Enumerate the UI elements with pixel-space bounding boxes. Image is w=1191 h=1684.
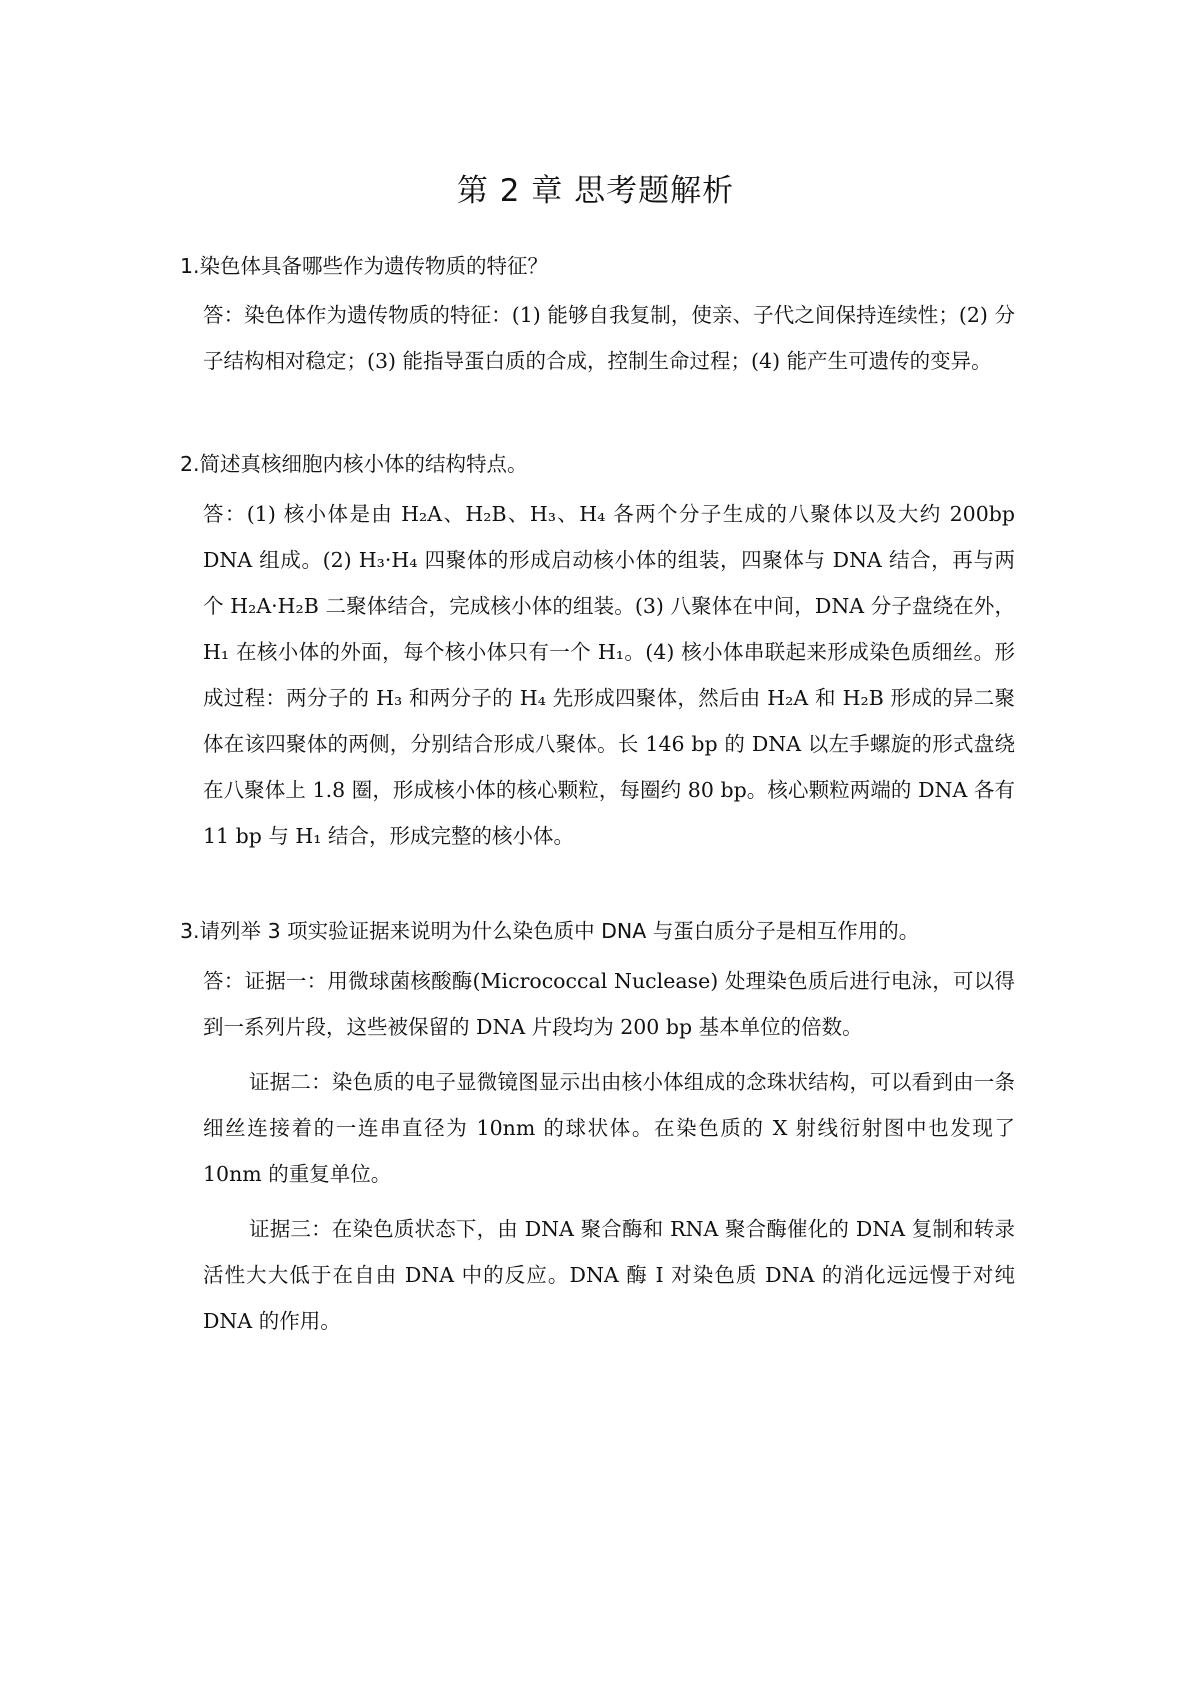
answer-2: 答：(1) 核小体是由 H₂A、H₂B、H₃、H₄ 各两个分子生成的八聚体以及大约 200bp DNA 组成。(2) H₃·H₄ 四聚体的形成启动核小体的组装，四聚体与 DNA 结合，再与两个 H₂A·H₂B 二聚体结合，完成核小体的组装。(3) 八聚体在中间，DNA 分子盘绕在外， H₁ 在核小体的外面，每个核小体只有一个 H₁。(4) 核小体串联起来形成染色质细丝。形成过程：两分子的 H₃ 和两分子的 H₄ 先形成四聚体，然后由 H₂A 和 H₂B 形成的异二聚体在该四聚体的两侧，分别结合形成八聚体。长 146 bp 的 DNA 以左手螺旋的形式盘绕在八聚体上 1.8 圈，形成核小体的核心颗粒，每圈约 80 bp。核心颗粒两端的 DNA 各有 11 bp 与 H₁ 结合，形成完整的核小体。 bbox=[203, 502, 1015, 848]
answer-3-evidence-1: 答：证据一：用微球菌核酸酶(Micrococcal Nuclease) 处理染色质后进行电泳，可以得到一系列片段，这些被保留的 DNA 片段均为 200 bp 基本单位的倍数。 bbox=[203, 969, 1015, 1039]
page-title: 第 2 章 思考题解析 bbox=[456, 173, 735, 209]
question-1: 1.染色体具备哪些作为遗传物质的特征？ bbox=[180, 254, 549, 278]
question-2: 2.简述真核细胞内核小体的结构特点。 bbox=[180, 452, 528, 476]
answer-3-evidence-3: 证据三：在染色质状态下，由 DNA 聚合酶和 RNA 聚合酶催化的 DNA 复制和转录活性大大低于在自由 DNA 中的反应。DNA 酶 I 对染色质 DNA 的消化远远慢于对纯 DNA 的作用。 bbox=[203, 1217, 1015, 1333]
answer-1: 答：染色体作为遗传物质的特征：(1) 能够自我复制，使亲、子代之间保持连续性；(2) 分子结构相对稳定；(3) 能指导蛋白质的合成，控制生命过程；(4) 能产生可遗传的变异。 bbox=[203, 303, 1015, 373]
question-3: 3.请列举 3 项实验证据来说明为什么染色质中 DNA 与蛋白质分子是相互作用的。 bbox=[180, 919, 920, 943]
answer-3-evidence-2: 证据二：染色质的电子显微镜图显示出由核小体组成的念珠状结构，可以看到由一条细丝连接着的一连串直径为 10nm 的球状体。在染色质的 X 射线衍射图中也发现了 10nm 的重复单位。 bbox=[203, 1070, 1015, 1186]
